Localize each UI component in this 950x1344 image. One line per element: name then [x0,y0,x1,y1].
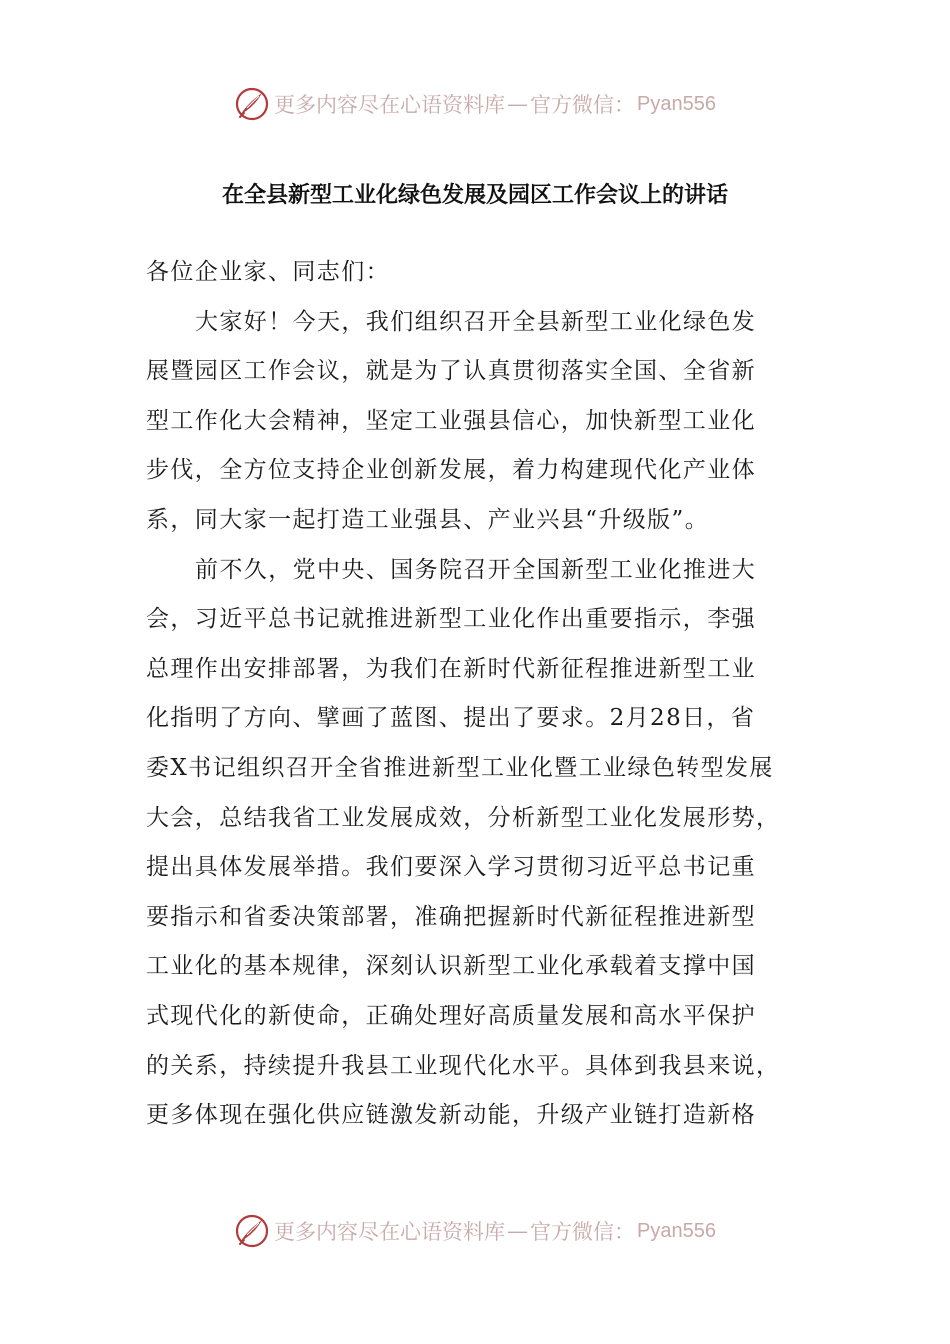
banner-text: 更多内容尽在心语资料库 [274,1220,506,1244]
footer-watermark-banner [0,1211,950,1251]
pen-quill-logo-icon [234,86,270,122]
paragraph-line: 提出具体发展举措。我们要深入学习贯彻习近平总书记重 [146,854,756,881]
banner-wechat-id: Pyan556 [637,92,716,115]
salutation-line: 各位企业家、同志们： [146,259,390,285]
banner-wechat-label: 官方微信： [530,93,636,117]
paragraph-line: 展暨园区工作会议，就是为了认真贯彻落实全国、全省新 [146,358,756,385]
banner-wechat-label: 官方微信： [530,1220,636,1244]
paragraph-line: 要指示和省委决策部署，准确把握新时代新征程推进新型 [146,903,756,930]
paragraph-line: 总理作出安排部署，为我们在新时代新征程推进新型工业 [146,655,756,682]
paragraph-line: 的关系，持续提升我县工业现代化水平。具体到我县来说， [146,1052,781,1079]
pen-quill-logo-icon [234,1213,270,1249]
banner-text: 更多内容尽在心语资料库 [274,93,506,117]
paragraph-line: 大会，总结我省工业发展成效，分析新型工业化发展形势， [146,804,781,831]
paragraph-line: 化指明了方向、擘画了蓝图、提出了要求。2月28日，省 [146,705,756,732]
document-body [146,248,810,1141]
paragraph-line: 前不久，党中央、国务院召开全国新型工业化推进大 [195,556,757,583]
paragraph-line: 会，习近平总书记就推进新型工业化作出重要指示，李强 [146,606,756,633]
banner-separator: — [507,1219,529,1243]
banner-wechat-id: Pyan556 [637,1219,716,1242]
header-watermark-banner [0,84,950,124]
paragraph-line: 委X书记组织召开全省推进新型工业化暨工业绿色转型发展 [146,754,774,781]
paragraph-line: 式现代化的新使命，正确处理好高质量发展和高水平保护 [146,1002,756,1029]
paragraph-line: 型工作化大会精神，坚定工业强县信心，加快新型工业化 [146,407,756,434]
paragraph-line: 更多体现在强化供应链激发新动能，升级产业链打造新格 [146,1102,756,1129]
paragraph-line: 工业化的基本规律，深刻认识新型工业化承载着支撑中国 [146,953,756,980]
paragraph-line: 步伐，全方位支持企业创新发展，着力构建现代化产业体 [146,457,756,484]
document-title: 在全县新型工业化绿色发展及园区工作会议上的讲话 [221,183,728,208]
paragraph-line: 大家好！今天，我们组织召开全县新型工业化绿色发 [195,308,757,335]
banner-separator: — [507,92,529,116]
paragraph-line: 系，同大家一起打造工业强县、产业兴县“升级版”。 [146,506,710,533]
